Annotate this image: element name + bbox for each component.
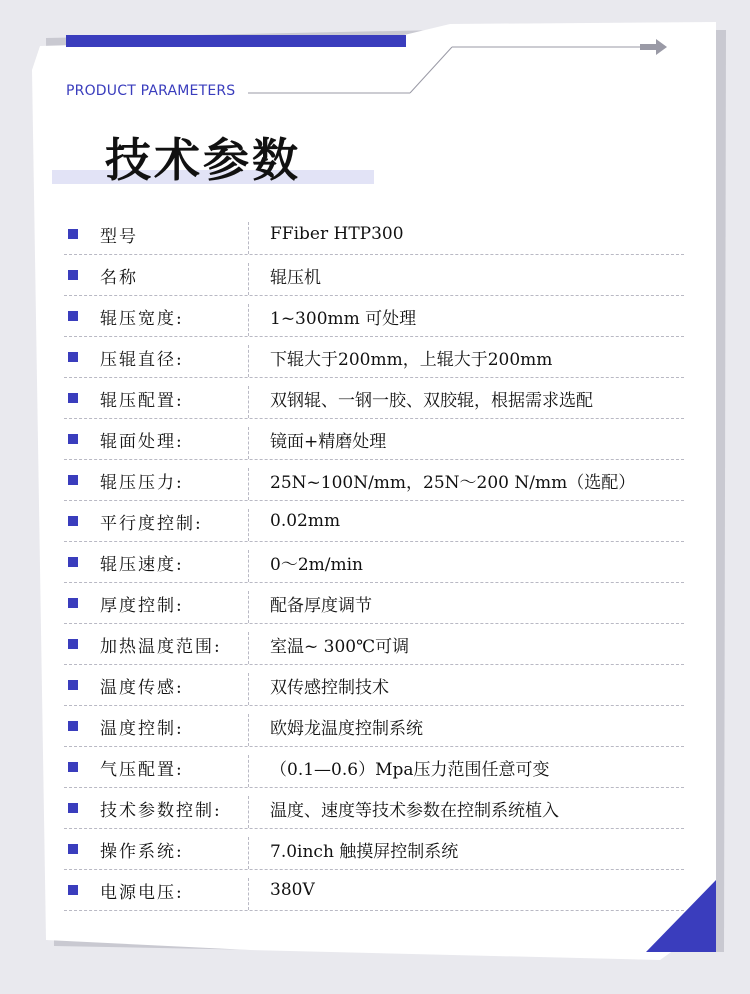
param-row (64, 665, 684, 706)
square-bullet-icon (68, 311, 78, 321)
param-value: 镜面+精磨处理 (270, 431, 387, 452)
square-bullet-icon (68, 885, 78, 895)
param-value: （0.1—0.6）Mpa压力范围任意可变 (270, 759, 550, 780)
square-bullet-icon (68, 516, 78, 526)
param-label: 电源电压: (100, 882, 184, 903)
square-bullet-icon (68, 639, 78, 649)
param-row (64, 542, 684, 583)
parameters-table (64, 214, 684, 911)
arrow-right-icon (640, 38, 668, 56)
param-row (64, 255, 684, 296)
column-divider (248, 509, 249, 541)
param-value: 温度、速度等技术参数在控制系统植入 (270, 800, 559, 821)
param-label: 型号 (100, 226, 138, 247)
param-label: 辊压压力: (100, 472, 184, 493)
param-row (64, 214, 684, 255)
square-bullet-icon (68, 352, 78, 362)
square-bullet-icon (68, 434, 78, 444)
column-divider (248, 550, 249, 582)
column-divider (248, 427, 249, 459)
square-bullet-icon (68, 475, 78, 485)
column-divider (248, 386, 249, 418)
square-bullet-icon (68, 557, 78, 567)
param-row (64, 583, 684, 624)
param-label: 加热温度范围: (100, 636, 222, 657)
page-title: 技术参数 (105, 133, 301, 187)
param-row (64, 788, 684, 829)
square-bullet-icon (68, 680, 78, 690)
param-label: 辊压配置: (100, 390, 184, 411)
square-bullet-icon (68, 393, 78, 403)
param-row (64, 829, 684, 870)
column-divider (248, 468, 249, 500)
param-row (64, 378, 684, 419)
param-row (64, 337, 684, 378)
column-divider (248, 263, 249, 295)
param-row (64, 747, 684, 788)
top-accent-bar (66, 35, 406, 47)
param-row (64, 501, 684, 542)
param-row (64, 296, 684, 337)
column-divider (248, 345, 249, 377)
column-divider (248, 304, 249, 336)
param-row (64, 706, 684, 747)
param-value: 0～2m/min (270, 554, 363, 575)
param-label: 厚度控制: (100, 595, 184, 616)
param-label: 辊面处理: (100, 431, 184, 452)
square-bullet-icon (68, 721, 78, 731)
param-value: 1~300mm 可处理 (270, 308, 417, 329)
param-value: 双传感控制技术 (270, 677, 389, 698)
square-bullet-icon (68, 803, 78, 813)
param-label: 温度控制: (100, 718, 184, 739)
square-bullet-icon (68, 229, 78, 239)
column-divider (248, 755, 249, 787)
param-label: 温度传感: (100, 677, 184, 698)
param-row (64, 460, 684, 501)
param-value: 0.02mm (270, 511, 341, 531)
column-divider (248, 837, 249, 869)
column-divider (248, 222, 249, 254)
param-label: 辊压速度: (100, 554, 184, 575)
column-divider (248, 673, 249, 705)
param-value: 下辊大于200mm，上辊大于200mm (270, 349, 553, 370)
param-label: 名称 (100, 267, 138, 288)
column-divider (248, 714, 249, 746)
square-bullet-icon (68, 844, 78, 854)
param-label: 平行度控制: (100, 513, 203, 534)
square-bullet-icon (68, 598, 78, 608)
column-divider (248, 878, 249, 910)
param-label: 压辊直径: (100, 349, 184, 370)
column-divider (248, 796, 249, 828)
square-bullet-icon (68, 270, 78, 280)
param-value: 室温~ 300℃可调 (270, 636, 410, 657)
column-divider (248, 632, 249, 664)
param-value: 配备厚度调节 (270, 595, 372, 616)
column-divider (248, 591, 249, 623)
param-row (64, 419, 684, 460)
param-value: 7.0inch 触摸屏控制系统 (270, 841, 459, 862)
param-label: 技术参数控制: (100, 800, 222, 821)
param-value: 辊压机 (270, 267, 321, 288)
square-bullet-icon (68, 762, 78, 772)
param-row (64, 870, 684, 911)
header-subtitle: PRODUCT PARAMETERS (66, 83, 236, 99)
param-value: 25N~100N/mm，25N～200 N/mm（选配） (270, 472, 636, 493)
param-label: 操作系统: (100, 841, 184, 862)
param-label: 气压配置: (100, 759, 184, 780)
corner-accent-triangle (646, 880, 716, 952)
param-value: FFiber HTP300 (270, 224, 404, 244)
param-label: 辊压宽度: (100, 308, 184, 329)
param-row (64, 624, 684, 665)
param-value: 欧姆龙温度控制系统 (270, 718, 423, 739)
param-value: 双钢辊、一钢一胶、双胶辊，根据需求选配 (270, 390, 593, 411)
param-value: 380V (270, 880, 315, 900)
